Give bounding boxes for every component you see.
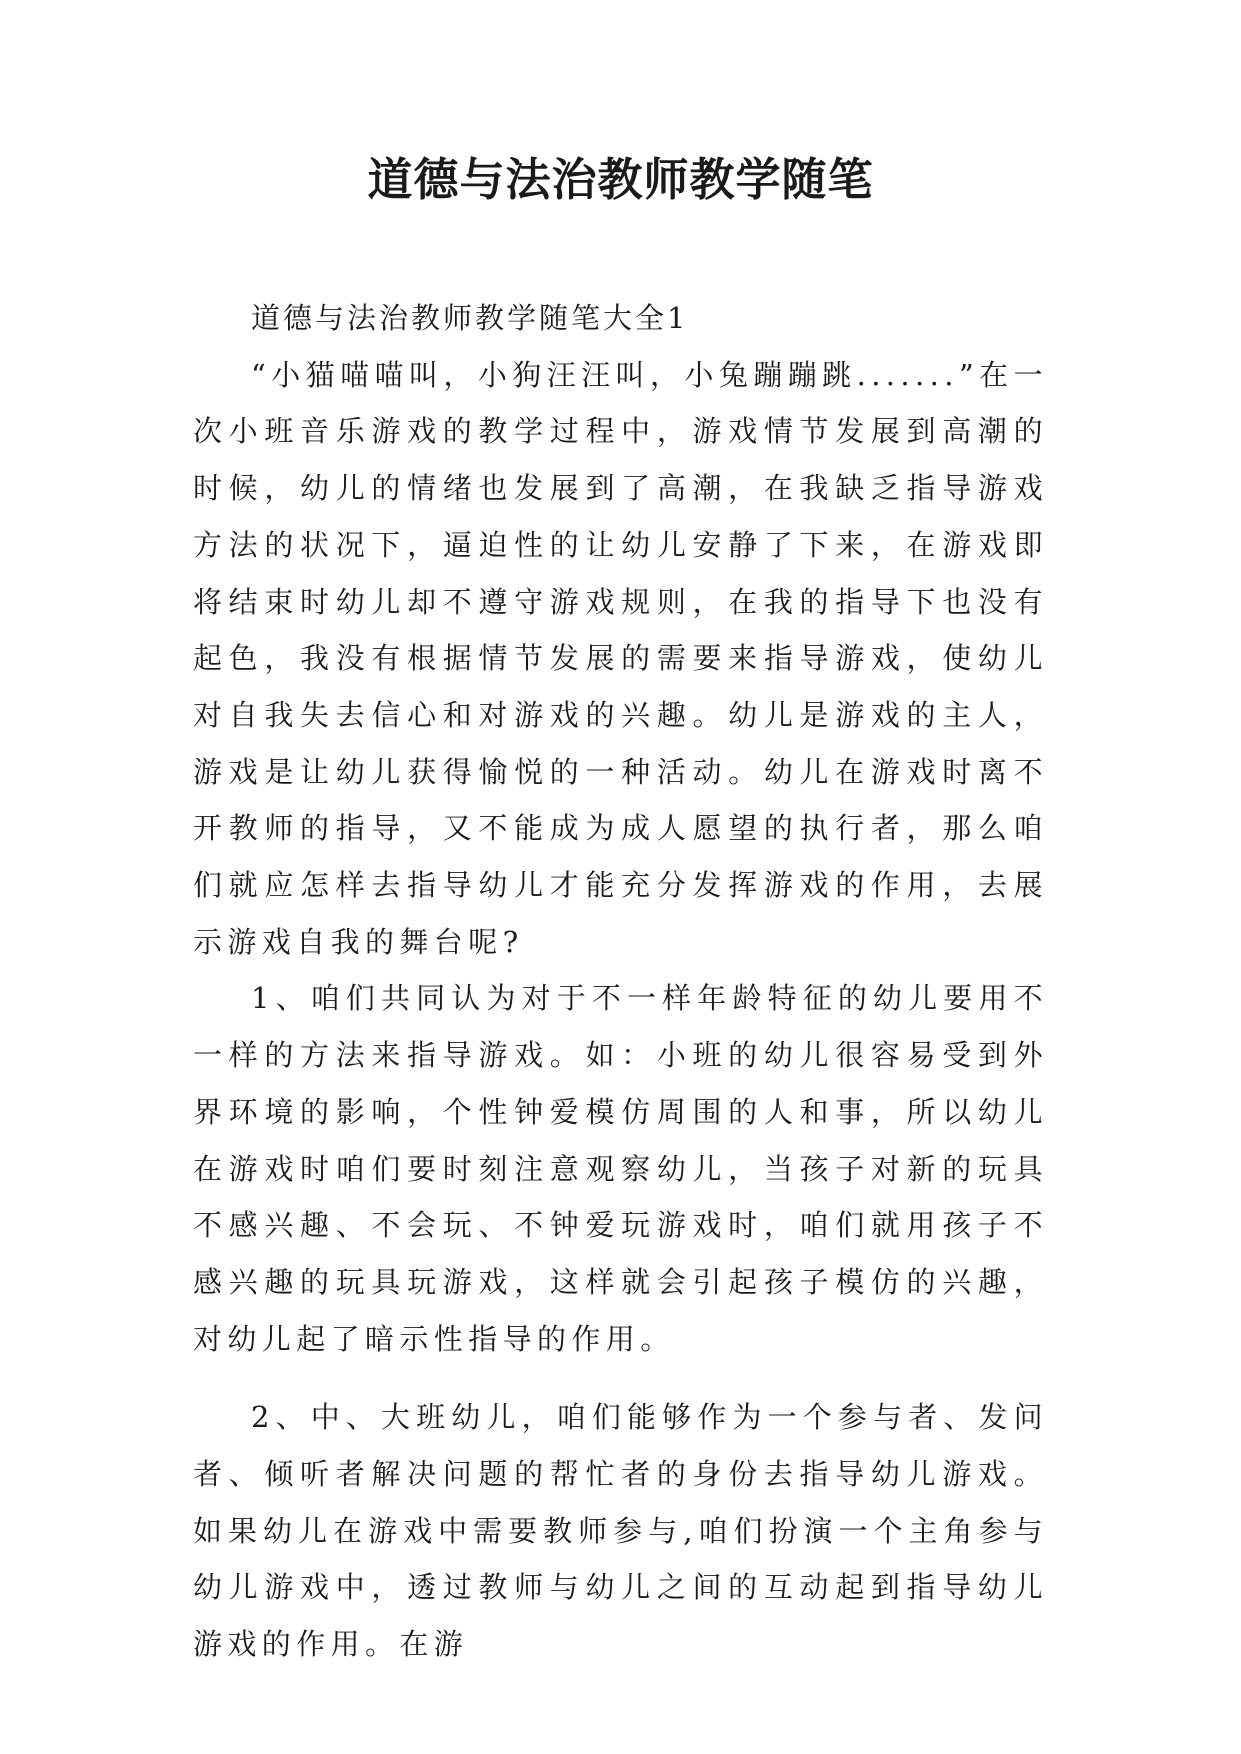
body-paragraph: “小猫喵喵叫，小狗汪汪叫，小兔蹦蹦跳.......”在一次小班音乐游戏的教学过程中，游戏情节发展到高潮的时候，幼儿的情绪也发展到了高潮，在我缺乏指导游戏方法的状况下，逼迫性的让幼儿安静了下来，在游戏即将结束时幼儿却不遵守游戏规则，在我的指导下也没有起色，我没有根据情节发展的需要来指导游戏，使幼儿对自我失去信心和对游戏的兴趣。幼儿是游戏的主人，游戏是让幼儿获得愉悦的一种活动。幼儿在游戏时离不开教师的指导，又不能成为成人愿望的执行者，那么咱们就应怎样去指导幼儿才能充分发挥游戏的作用，去展示游戏自我的舞台呢?: [193, 357, 1048, 959]
document-body: [193, 290, 1048, 1673]
body-paragraph: 2、中、大班幼儿，咱们能够作为一个参与者、发问者、倾听者解决问题的帮忙者的身份去指导幼儿游戏。如果幼儿在游戏中需要教师参与,咱们扮演一个主角参与幼儿游戏中，透过教师与幼儿之间的互动起到指导幼儿游戏的作用。在游: [193, 1400, 1048, 1662]
document-title: 道德与法治教师教学随笔: [367, 153, 874, 206]
section-heading: 道德与法治教师教学随笔大全1: [251, 301, 689, 335]
body-paragraph: 1、咱们共同认为对于不一样年龄特征的幼儿要用不一样的方法来指导游戏。如：小班的幼儿很容易受到外界环境的影响，个性钟爱模仿周围的人和事，所以幼儿在游戏时咱们要时刻注意观察幼儿，当孩子对新的玩具不感兴趣、不会玩、不钟爱玩游戏时，咱们就用孩子不感兴趣的玩具玩游戏，这样就会引起孩子模仿的兴趣，对幼儿起了暗示性指导的作用。: [193, 981, 1048, 1356]
